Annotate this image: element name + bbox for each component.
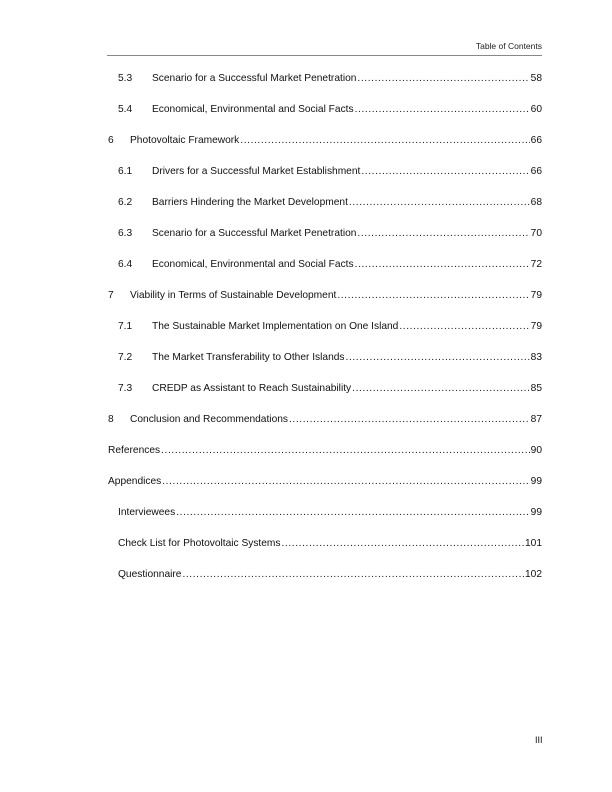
toc-entry-number: 6.1 (118, 166, 133, 177)
toc-entry-page: 83 (530, 352, 542, 363)
page-number: III (535, 735, 543, 745)
toc-entry-page: 87 (530, 414, 542, 425)
toc-entry-title: Photovoltaic Framework (130, 135, 240, 146)
toc-entry[interactable] (0, 196, 542, 210)
toc-entry[interactable] (0, 227, 542, 241)
toc-entry[interactable] (0, 351, 542, 365)
dot-leader (161, 444, 530, 458)
toc-entry-page: 90 (530, 445, 542, 456)
toc-entry-title: The Sustainable Market Implementation on One Island (152, 321, 399, 332)
toc-entry[interactable] (0, 165, 542, 179)
toc-entry[interactable] (0, 320, 542, 334)
toc-entry-page: 66 (530, 166, 542, 177)
toc-entry-number: 8 (108, 414, 114, 425)
dot-leader (357, 227, 529, 241)
dot-leader (289, 413, 530, 427)
toc-entry-number: 6.4 (118, 259, 133, 270)
toc-entry-title: References (108, 445, 161, 456)
dot-leader (357, 72, 529, 86)
toc-entry-page: 99 (530, 507, 542, 518)
toc-entry-number: 7.1 (118, 321, 133, 332)
toc-entry[interactable] (0, 537, 542, 551)
toc-entry-page: 99 (530, 476, 542, 487)
running-header: Table of Contents (475, 41, 542, 51)
toc-entry-number: 7.2 (118, 352, 133, 363)
dot-leader (355, 258, 530, 272)
toc-entry-page: 101 (525, 538, 542, 549)
dot-leader (240, 134, 529, 148)
toc-entry[interactable] (0, 258, 542, 272)
dot-leader (176, 506, 529, 520)
header-rule (107, 55, 542, 56)
toc-entry[interactable] (0, 382, 542, 396)
toc-entry-title: Drivers for a Successful Market Establishment (152, 166, 361, 177)
toc-entry-title: Economical, Environmental and Social Facts (152, 259, 354, 270)
toc-entry[interactable] (0, 506, 542, 520)
dot-leader (399, 320, 529, 334)
toc-entry-number: 5.4 (118, 104, 133, 115)
dot-leader (352, 382, 530, 396)
dot-leader (349, 196, 530, 210)
toc-entry-number: 6.2 (118, 197, 133, 208)
toc-entry-page: 68 (530, 197, 542, 208)
toc-entry-page: 85 (530, 383, 542, 394)
toc-entry-page: 79 (530, 321, 542, 332)
toc-entry-title: Scenario for a Successful Market Penetration (152, 228, 357, 239)
toc-entry-title: Check List for Photovoltaic Systems (118, 538, 281, 549)
dot-leader (346, 351, 530, 365)
toc-entry-title: Interviewees (118, 507, 176, 518)
toc-entry-page: 72 (530, 259, 542, 270)
toc-entry-title: Scenario for a Successful Market Penetration (152, 73, 357, 84)
toc-entry[interactable] (0, 413, 542, 427)
toc-entry-page: 79 (530, 290, 542, 301)
toc-entry-page: 66 (530, 135, 542, 146)
toc-entry-number: 7 (108, 290, 114, 301)
toc-entry[interactable] (0, 72, 542, 86)
toc-entry-title: The Market Transferability to Other Islands (152, 352, 345, 363)
toc-entry[interactable] (0, 103, 542, 117)
dot-leader (355, 103, 530, 117)
dot-leader (337, 289, 529, 303)
toc-entry-title: Barriers Hindering the Market Development (152, 197, 348, 208)
toc-entry-title: Viability in Terms of Sustainable Development (130, 290, 337, 301)
toc-entry-title: CREDP as Assistant to Reach Sustainability (152, 383, 352, 394)
toc-entry[interactable] (0, 289, 542, 303)
toc-entry-number: 6.3 (118, 228, 133, 239)
dot-leader (162, 475, 529, 489)
toc-entry-page: 60 (530, 104, 542, 115)
dot-leader (182, 568, 524, 582)
toc-entry[interactable] (0, 475, 542, 489)
toc-entry-page: 102 (525, 569, 542, 580)
dot-leader (282, 537, 525, 551)
toc-entry-page: 70 (530, 228, 542, 239)
toc-entry-page: 58 (530, 73, 542, 84)
toc-entry-number: 6 (108, 135, 114, 146)
toc-entry[interactable] (0, 134, 542, 148)
toc-entry-title: Questionnaire (118, 569, 182, 580)
toc-entry-title: Economical, Environmental and Social Facts (152, 104, 354, 115)
toc-entry-number: 7.3 (118, 383, 133, 394)
toc-entry-title: Appendices (108, 476, 162, 487)
toc-entry-title: Conclusion and Recommendations (130, 414, 288, 425)
toc-entry[interactable] (0, 444, 542, 458)
toc-entry[interactable] (0, 568, 542, 582)
toc-entry-number: 5.3 (118, 73, 133, 84)
dot-leader (361, 165, 529, 179)
